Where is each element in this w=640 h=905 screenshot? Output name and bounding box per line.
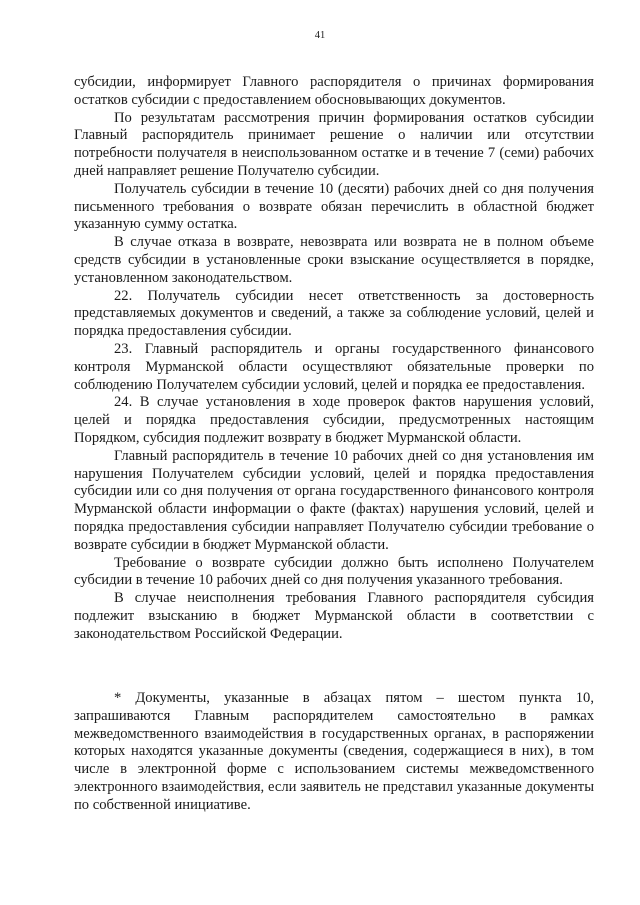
paragraph-item-24: 24. В случае установления в ходе проверок фактов нарушения условий, целей и порядка предоставления субсидии, предусмотренных настоящим Порядком, субсидия подлежит возврату в бюджет Мурманской области. <box>74 394 594 446</box>
paragraph: В случае отказа в возврате, невозврата или возврата не в полном объеме средств субсидии в установленные сроки взыскание осуществляется в порядке, установленном законодательством. <box>74 234 594 286</box>
paragraph-item-22: 22. Получатель субсидии несет ответственность за достоверность представляемых документов и сведений, а также за соблюдение условий, целей и порядка предоставления субсидии. <box>74 287 594 340</box>
paragraph: Главный распорядитель в течение 10 рабочих дней со дня установления им нарушения Получателем субсидии условий, целей и порядка предоставления субсидии или со дня получения от органа государственного финансового контроля Мурманской области информации о факте (фактах) нарушения условий, целей и порядка предоставления субсидии направляет Получателю субсидии требование о возврате субсидии в бюджет Мурманской области. <box>74 447 594 553</box>
footnote <box>74 690 594 815</box>
paragraph: По результатам рассмотрения причин формирования остатков субсидии Главный распорядитель принимает решение о наличии или отсутствии потребности получателя в неиспользованном остатке и в течение 7 (семи) рабочих дней направляет решение Получателю субсидии. <box>74 109 594 179</box>
paragraph: субсидии, информирует Главного распорядителя о причинах формирования остатков субсидии с предоставлением обосновывающих документов. <box>74 74 594 108</box>
paragraph: Требование о возврате субсидии должно быть исполнено Получателем субсидии в течение 10 рабочих дней со дня получения указанного требования. <box>74 554 594 589</box>
footnote-text: * Документы, указанные в абзацах пятом – шестом пункта 10, запрашиваются Главным распорядителем самостоятельно в рамках межведомственного взаимодействия в государственных органах, в распоряжении которых находятся указанные документы (сведения, содержащиеся в них), в том числе в электронной форме с использованием системы межведомственного электронного взаимодействия, если заявитель не представил указанные документы по собственной инициативе. <box>74 690 594 813</box>
document-body <box>74 74 594 644</box>
paragraph-item-23: 23. Главный распорядитель и органы государственного финансового контроля Мурманской области осуществляют обязательные проверки по соблюдению Получателем субсидии условий, целей и порядка ее предоставления. <box>74 340 594 393</box>
page-number: 41 <box>314 30 326 41</box>
paragraph: Получатель субсидии в течение 10 (десяти) рабочих дней со дня получения письменного требования о возврате обязан перечислить в областной бюджет указанную сумму остатка. <box>74 180 594 233</box>
paragraph: В случае неисполнения требования Главного распорядителя субсидия подлежит взысканию в бюджет Мурманской области в соответствии с законодательством Российской Федерации. <box>74 590 594 642</box>
